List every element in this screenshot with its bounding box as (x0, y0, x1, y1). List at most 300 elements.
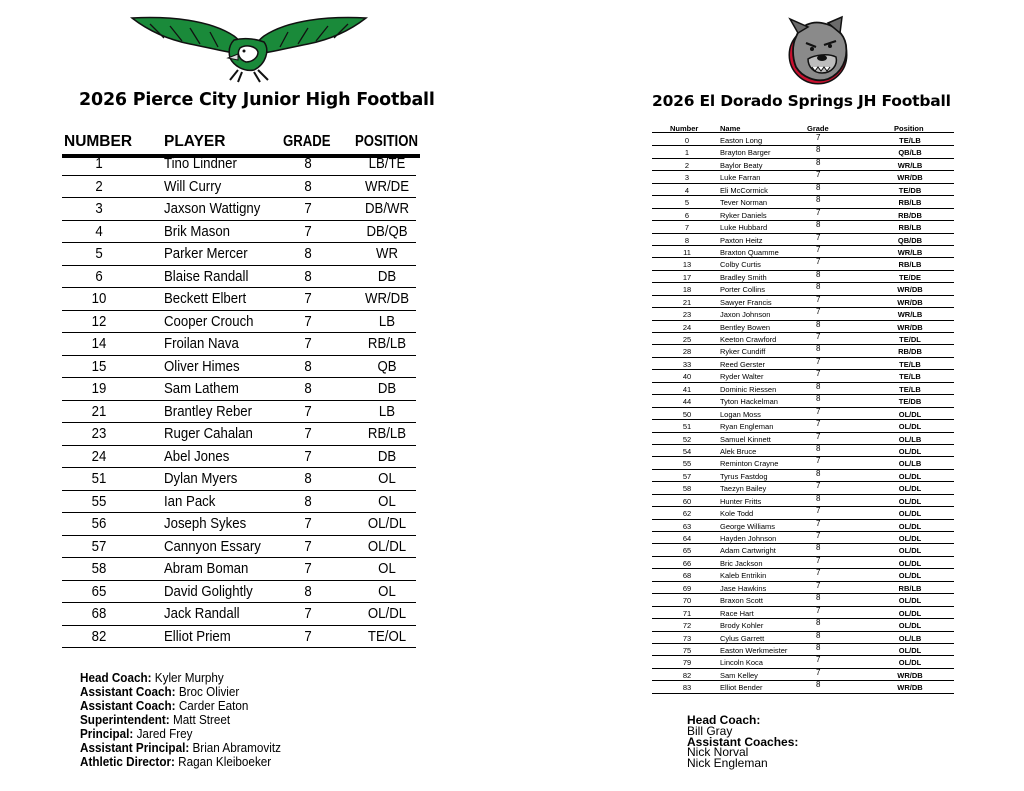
bulldog-logo-icon (782, 15, 856, 89)
player-number: 71 (682, 608, 692, 618)
table-row (652, 594, 954, 606)
table-row (652, 333, 954, 345)
player-position: OL/DL (898, 558, 922, 568)
table-row (62, 198, 416, 221)
player-grade: 8 (816, 543, 821, 553)
player-position: TE/LB (899, 384, 921, 394)
player-name: Hunter Fritts (720, 496, 762, 506)
player-position: TE/DB (898, 397, 922, 407)
player-name: Abram Boman (164, 560, 249, 577)
player-grade: 7 (816, 481, 821, 491)
table-row (652, 644, 954, 656)
player-grade: 7 (304, 627, 312, 645)
page-title: 2026 El Dorado Springs JH Football (652, 92, 951, 110)
staff-line (80, 755, 281, 769)
player-grade: 8 (304, 245, 312, 262)
header-player: PLAYER (164, 133, 226, 150)
assistant-coach-name: Nick Engleman (687, 756, 768, 771)
player-position: DB/QB (366, 222, 408, 240)
player-number: 68 (682, 571, 692, 581)
player-name: Bric Jackson (720, 558, 763, 568)
staff-line (80, 699, 281, 713)
player-grade: 7 (816, 307, 821, 317)
player-number: 33 (682, 359, 692, 369)
player-name: Brantley Reber (164, 402, 253, 420)
player-position: OL/DL (898, 596, 922, 606)
player-position: RB/LB (367, 425, 407, 442)
player-grade: 7 (816, 605, 821, 615)
player-name: Bradley Smith (720, 272, 767, 282)
player-position: TE/LB (899, 136, 921, 145)
player-position: WR/DB (897, 285, 923, 295)
player-position: OL/DL (898, 484, 922, 494)
player-name: Sam Kelley (720, 670, 758, 680)
table-row (62, 221, 416, 244)
player-position: DB/WR (365, 200, 409, 217)
player-grade: 7 (304, 537, 312, 555)
player-position: OL/DL (898, 446, 922, 456)
staff-role: Assistant Principal: (80, 740, 190, 755)
player-grade: 7 (816, 555, 821, 565)
player-grade: 8 (304, 492, 312, 510)
player-name: Kaleb Entrikin (720, 571, 767, 581)
player-grade: 8 (816, 468, 821, 478)
player-position: OL (378, 560, 396, 577)
player-number: 4 (95, 222, 103, 240)
player-grade: 8 (816, 145, 821, 155)
player-grade: 7 (816, 431, 821, 441)
player-number: 1 (684, 148, 690, 158)
player-position: OL/DL (367, 537, 407, 555)
player-number: 11 (683, 247, 691, 257)
player-grade: 7 (304, 560, 312, 577)
player-grade: 7 (304, 447, 312, 465)
player-number: 73 (682, 633, 692, 643)
player-grade: 7 (816, 406, 821, 416)
table-row (62, 266, 416, 289)
table-row (652, 321, 954, 333)
player-position: WR/LB (897, 247, 923, 257)
table-row (62, 176, 416, 199)
player-number: 66 (682, 558, 692, 568)
player-position: LB (378, 312, 396, 330)
player-name: Oliver Himes (164, 357, 240, 375)
table-row (652, 308, 954, 320)
player-position: OL/DL (898, 422, 922, 432)
player-name: Elliot Bender (720, 683, 763, 693)
player-grade: 7 (816, 667, 821, 677)
player-name: Froilan Nava (164, 335, 239, 352)
player-position: WR/DB (897, 322, 923, 332)
player-grade: 8 (816, 680, 821, 690)
player-name: Kole Todd (720, 509, 754, 519)
page-title: 2026 Pierce City Junior High Football (79, 90, 435, 110)
player-name: Tyrus Fastdog (720, 471, 768, 481)
player-number: 18 (682, 285, 692, 295)
player-name: Taezyn Bailey (720, 484, 767, 494)
player-name: Jaxson Wattigny (164, 200, 261, 217)
player-position: WR/DB (365, 290, 409, 307)
table-row (652, 681, 954, 693)
table-row (652, 470, 954, 482)
player-grade: 7 (304, 222, 312, 240)
player-position: OL/DL (898, 521, 922, 531)
player-number: 51 (682, 422, 692, 432)
table-row (652, 345, 954, 357)
player-number: 13 (682, 260, 692, 270)
player-number: 56 (91, 515, 107, 532)
player-position: OL/DL (367, 605, 407, 622)
player-name: Will Curry (164, 177, 222, 195)
player-name: Beckett Elbert (164, 290, 247, 307)
player-number: 25 (682, 335, 692, 344)
assistant-coach-name: Nick Norval (687, 745, 749, 760)
player-position: RB/LB (898, 198, 922, 208)
table-row (652, 457, 954, 469)
player-position: OL/DL (898, 571, 922, 581)
player-position: OL/DL (898, 471, 922, 481)
player-name: Jase Hawkins (720, 583, 767, 593)
staff-role: Assistant Coach: (80, 684, 176, 699)
player-name: Cooper Crouch (164, 312, 254, 330)
player-grade: 8 (304, 267, 312, 285)
table-row (652, 383, 954, 395)
table-row (62, 536, 416, 559)
player-position: TE/DB (898, 185, 922, 195)
header-name: Name (720, 124, 741, 133)
header-number: NUMBER (64, 133, 133, 150)
player-position: TE/LB (899, 359, 921, 369)
player-number: 4 (684, 185, 690, 195)
table-row (652, 607, 954, 619)
player-position: RB/LB (898, 223, 922, 233)
player-position: OL/DL (898, 608, 922, 618)
player-grade: 8 (816, 269, 821, 279)
table-row (652, 532, 954, 544)
player-position: DB (377, 267, 397, 285)
player-number: 2 (95, 177, 103, 195)
player-name: Luke Farran (720, 173, 761, 183)
player-number: 21 (91, 402, 107, 420)
player-name: Cannyon Essary (164, 537, 261, 555)
head-coach-name: Bill Gray (687, 723, 733, 738)
table-row (652, 557, 954, 569)
player-position: OL/DL (367, 515, 407, 532)
player-name: Jack Randall (164, 605, 240, 622)
table-row (652, 582, 954, 594)
table-row (652, 619, 954, 631)
player-position: OL/LB (898, 633, 922, 643)
player-grade: 8 (816, 642, 821, 652)
player-name: Sawyer Francis (720, 297, 772, 307)
table-row (62, 626, 416, 649)
table-row (62, 243, 416, 266)
player-grade: 7 (816, 419, 821, 429)
player-grade: 8 (816, 381, 821, 391)
player-name: Ryker Daniels (720, 210, 767, 220)
player-number: 2 (684, 160, 690, 170)
table-row (652, 184, 954, 196)
table-row (62, 446, 416, 469)
player-number: 5 (95, 245, 103, 262)
player-name: Tino Lindner (164, 155, 237, 172)
player-name: Eli McCormick (720, 185, 768, 195)
player-number: 72 (682, 621, 692, 631)
player-grade: 7 (304, 312, 312, 330)
player-name: Ryder Walter (720, 372, 764, 382)
table-row (652, 196, 954, 208)
table-row (652, 258, 954, 270)
table-row (652, 370, 954, 382)
player-number: 12 (91, 312, 107, 330)
player-number: 55 (682, 459, 692, 469)
table-row (62, 288, 416, 311)
player-number: 14 (91, 335, 107, 352)
player-number: 64 (682, 534, 692, 543)
player-grade: 8 (304, 357, 312, 375)
player-number: 44 (682, 397, 692, 407)
player-number: 6 (95, 267, 103, 285)
table-row (652, 283, 954, 295)
staff-role: Head Coach: (80, 670, 152, 685)
player-grade: 8 (816, 344, 821, 354)
player-name: Joseph Sykes (164, 515, 247, 532)
table-row (652, 395, 954, 407)
staff-name: Kyler Murphy (154, 670, 224, 685)
staff-name: Broc Olivier (178, 684, 240, 699)
staff-list (687, 715, 798, 769)
player-number: 79 (682, 658, 692, 668)
player-name: Brody Kohler (720, 621, 764, 631)
player-number: 24 (682, 322, 692, 332)
player-number: 57 (91, 537, 107, 555)
eagle-logo-icon (130, 14, 368, 84)
player-number: 17 (682, 272, 692, 282)
player-name: Parker Mercer (164, 245, 248, 262)
player-position: OL/DL (898, 409, 922, 419)
player-position: DB (377, 380, 397, 397)
player-grade: 7 (304, 402, 312, 420)
staff-role: Athletic Director: (80, 754, 175, 769)
table-row (652, 221, 954, 233)
player-grade: 8 (304, 177, 312, 195)
player-number: 23 (91, 425, 107, 442)
table-row (652, 569, 954, 581)
player-grade: 7 (816, 332, 821, 341)
player-number: 6 (684, 210, 690, 220)
player-number: 58 (91, 560, 107, 577)
player-number: 75 (682, 645, 692, 655)
player-grade: 8 (816, 593, 821, 603)
player-position: LB/TE (368, 155, 406, 172)
player-number: 70 (682, 596, 692, 606)
player-name: Cylus Garrett (720, 633, 765, 643)
player-position: LB (378, 402, 396, 420)
player-number: 57 (682, 471, 692, 481)
player-grade: 7 (304, 335, 312, 352)
staff-list (80, 671, 303, 769)
player-position: RB/LB (367, 335, 407, 352)
table-row (652, 420, 954, 432)
table-row (652, 159, 954, 171)
player-position: RB/DB (898, 210, 922, 220)
player-name: Brayton Barger (720, 148, 771, 158)
player-position: WR/DB (897, 683, 923, 693)
player-name: Blaise Randall (164, 267, 249, 285)
player-position: TE/DE (898, 272, 922, 282)
player-position: TE/OL (367, 627, 407, 645)
player-grade: 7 (816, 207, 821, 217)
player-name: Adam Cartwright (720, 546, 776, 556)
table-row (62, 513, 416, 536)
player-name: Easton Long (720, 136, 763, 145)
table-row (652, 669, 954, 681)
table-row (652, 296, 954, 308)
player-number: 8 (684, 235, 690, 245)
staff-role: Assistant Coach: (80, 698, 176, 713)
player-position: OL/DL (898, 509, 922, 519)
player-position: OL/DL (898, 621, 922, 631)
player-name: Brik Mason (164, 222, 231, 240)
table-row (652, 482, 954, 494)
player-number: 28 (682, 347, 692, 357)
player-grade: 8 (816, 182, 821, 192)
table-row (652, 656, 954, 668)
player-name: Ryan Engleman (720, 422, 774, 432)
player-number: 41 (682, 384, 692, 394)
roster-table (62, 153, 416, 648)
player-grade: 8 (816, 157, 821, 167)
player-position: TE/DL (899, 335, 921, 344)
table-row (652, 146, 954, 158)
player-name: Samuel Kinnett (720, 434, 771, 444)
player-grade: 8 (816, 618, 821, 628)
player-name: Ian Pack (164, 492, 216, 510)
player-number: 7 (684, 223, 690, 233)
header-position: POSITION (355, 133, 418, 150)
assistant-coaches-label: Assistant Coaches: (687, 734, 799, 749)
player-number: 10 (91, 290, 107, 307)
player-name: Jaxon Johnson (720, 310, 771, 320)
player-position: RB/LB (898, 260, 922, 270)
player-number: 24 (91, 447, 107, 465)
player-grade: 7 (816, 369, 821, 379)
player-number: 60 (682, 496, 692, 506)
player-number: 1 (95, 155, 103, 172)
player-position: WR/DB (897, 297, 923, 307)
table-row (652, 632, 954, 644)
player-number: 63 (682, 521, 692, 531)
table-row (62, 603, 416, 626)
player-name: Lincoln Koca (720, 658, 763, 668)
player-grade: 7 (816, 506, 821, 516)
player-grade: 8 (304, 582, 312, 600)
player-grade: 8 (816, 195, 821, 205)
player-grade: 7 (816, 580, 821, 590)
player-position: RB/DB (898, 347, 922, 357)
staff-name: Brian Abramovitz (192, 740, 281, 755)
player-grade: 8 (816, 220, 821, 230)
staff-line (80, 741, 281, 755)
staff-line (80, 671, 281, 685)
player-position: OL/LB (898, 459, 922, 469)
table-row (652, 495, 954, 507)
table-row (62, 401, 416, 424)
table-row (652, 358, 954, 370)
player-position: WR/DB (897, 670, 923, 680)
player-name: Race Hart (720, 608, 754, 618)
player-grade: 8 (816, 630, 821, 640)
player-number: 55 (91, 492, 107, 510)
player-grade: 7 (816, 456, 821, 466)
player-number: 51 (91, 470, 107, 487)
player-name: Braxon Scott (720, 596, 763, 606)
staff-name: Ragan Kleiboeker (178, 754, 272, 769)
player-position: WR/LB (897, 160, 923, 170)
table-row (652, 507, 954, 519)
player-grade: 8 (816, 443, 821, 453)
player-number: 40 (682, 372, 692, 382)
player-position: OL/DL (898, 658, 922, 668)
player-position: WR/DB (897, 173, 923, 183)
player-number: 65 (682, 546, 692, 556)
player-number: 3 (95, 200, 103, 217)
staff-name: Carder Eaton (178, 698, 249, 713)
player-name: Porter Collins (720, 285, 766, 295)
player-number: 0 (684, 136, 690, 145)
header-number: Number (670, 124, 699, 133)
player-name: Bentley Bowen (720, 322, 771, 332)
player-name: Easton Werkmeister (720, 645, 788, 655)
player-position: TE/LB (899, 372, 921, 382)
player-position: RB/LB (898, 583, 922, 593)
player-grade: 8 (304, 470, 312, 487)
player-position: QB/DB (897, 235, 923, 245)
staff-line (80, 713, 281, 727)
table-row (652, 171, 954, 183)
table-row (62, 491, 416, 514)
staff-role: Principal: (80, 726, 134, 741)
player-grade: 7 (816, 356, 821, 366)
table-row (62, 153, 416, 176)
player-number: 69 (682, 583, 692, 593)
player-name: Ruger Cahalan (164, 425, 253, 442)
player-number: 19 (91, 380, 107, 397)
player-name: Sam Lathem (164, 380, 239, 397)
table-row (652, 209, 954, 221)
player-number: 5 (684, 198, 690, 208)
table-row (62, 558, 416, 581)
staff-name: Jared Frey (136, 726, 193, 741)
player-number: 82 (91, 627, 107, 645)
player-number: 23 (682, 310, 692, 320)
player-number: 3 (684, 173, 690, 183)
player-name: Dominic Riessen (720, 384, 777, 394)
player-grade: 7 (304, 290, 312, 307)
table-row (62, 356, 416, 379)
header-grade: GRADE (283, 133, 331, 150)
table-row (62, 581, 416, 604)
head-coach-label: Head Coach: (687, 713, 761, 727)
player-name: Reminton Crayne (720, 459, 779, 469)
player-name: Keeton Crawford (720, 335, 777, 344)
player-grade: 8 (816, 282, 821, 292)
player-position: OL (378, 582, 396, 600)
player-name: David Golightly (164, 582, 253, 600)
table-row (62, 378, 416, 401)
table-row (62, 423, 416, 446)
player-grade: 7 (816, 294, 821, 304)
